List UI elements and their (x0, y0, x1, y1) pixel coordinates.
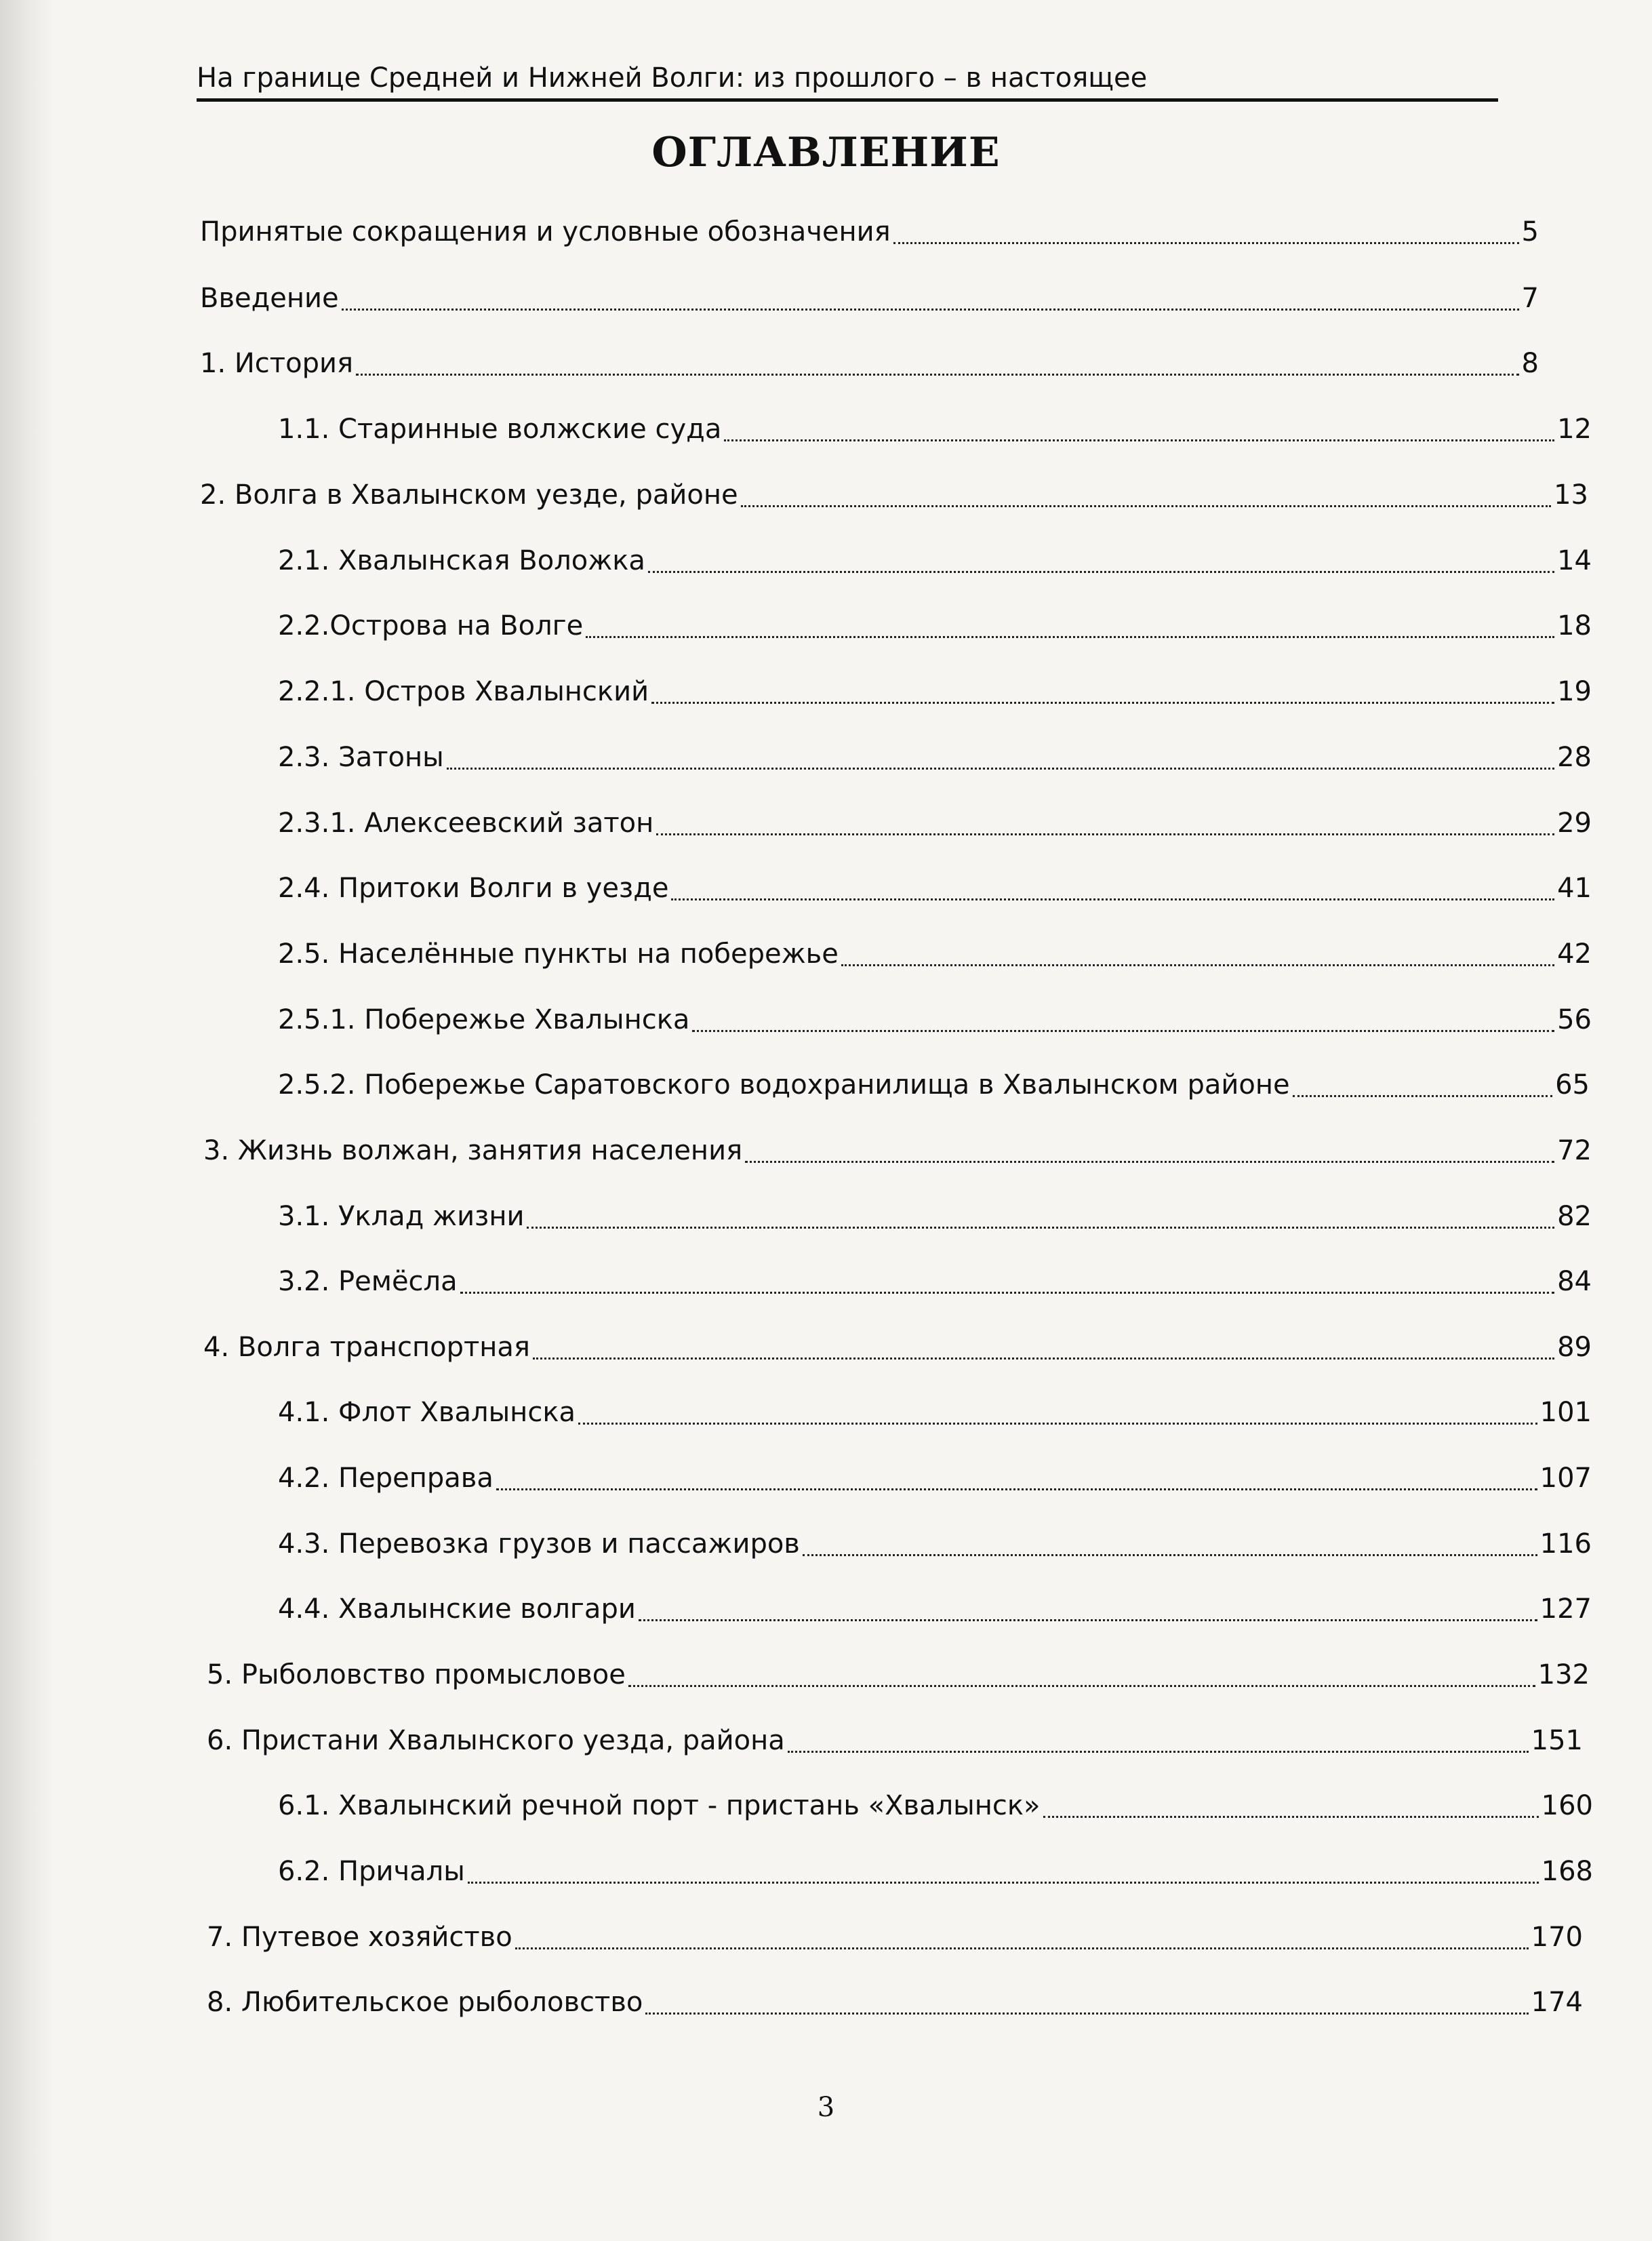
toc-entry-page: 168 (1541, 1856, 1593, 1887)
toc-entry-page: 19 (1557, 676, 1592, 707)
toc-leader-dots (515, 1947, 1529, 1949)
toc-entry-page: 7 (1521, 283, 1539, 314)
toc-entry-page: 12 (1557, 414, 1592, 445)
toc-leader-dots (496, 1488, 1537, 1490)
toc-entry-label: 3.1. Уклад жизни (278, 1201, 525, 1232)
toc-entry[interactable] (278, 1851, 1593, 1892)
toc-leader-dots (692, 1030, 1554, 1032)
toc-entry[interactable] (203, 1130, 1592, 1171)
toc-entry[interactable] (203, 1327, 1592, 1368)
toc-title: ОГЛАВЛЕНИЕ (651, 129, 1001, 176)
toc-entry-page: 151 (1531, 1725, 1583, 1756)
toc-leader-dots (639, 1619, 1537, 1621)
toc-entry-label: Введение (200, 283, 339, 314)
toc-entry-label: 2.1. Хвалынская Воложка (278, 545, 645, 576)
toc-entry[interactable] (200, 212, 1539, 252)
toc-entry[interactable] (207, 1654, 1590, 1695)
toc-leader-dots (651, 702, 1554, 704)
toc-entry-page: 132 (1537, 1659, 1590, 1690)
toc-leader-dots (803, 1554, 1537, 1556)
toc-entry-label: 2.2.1. Остров Хвалынский (278, 676, 649, 707)
toc-leader-dots (724, 439, 1554, 441)
toc-entry[interactable] (207, 1720, 1583, 1761)
toc-entry-page: 28 (1557, 742, 1592, 773)
toc-entry-page: 116 (1539, 1528, 1592, 1560)
toc-entry-label: 6. Пристани Хвалынского уезда, района (207, 1725, 785, 1756)
toc-leader-dots (745, 1161, 1554, 1163)
toc-entry[interactable] (278, 868, 1592, 909)
toc-entry-page: 41 (1557, 873, 1592, 904)
toc-entry-label: 2. Волга в Хвалынском уезде, районе (200, 479, 738, 511)
toc-entry[interactable] (278, 606, 1592, 646)
toc-leader-dots (788, 1751, 1529, 1753)
toc-entry-label: Принятые сокращения и условные обозначения (200, 216, 891, 247)
toc-entry-page: 13 (1554, 479, 1588, 511)
toc-entry[interactable] (200, 278, 1539, 319)
toc-leader-dots (841, 964, 1554, 966)
toc-entry-page: 107 (1539, 1463, 1592, 1494)
toc-entry-label: 1.1. Старинные волжские суда (278, 414, 722, 445)
toc-entry[interactable] (200, 343, 1539, 384)
toc-entry-page: 160 (1541, 1790, 1593, 1821)
toc-leader-dots (645, 2012, 1528, 2015)
toc-leader-dots (1293, 1095, 1553, 1097)
running-header: На границе Средней и Нижней Волги: из прошлого – в настоящее (197, 58, 1498, 102)
toc-entry-page: 5 (1521, 216, 1539, 247)
toc-entry[interactable] (278, 1392, 1592, 1433)
toc-entry[interactable] (278, 409, 1592, 450)
toc-entry-label: 4.3. Перевозка грузов и пассажиров (278, 1528, 800, 1560)
toc-entry-page: 84 (1557, 1266, 1592, 1297)
toc-leader-dots (671, 898, 1554, 900)
toc-entry[interactable] (278, 1196, 1592, 1237)
toc-entry-page: 89 (1557, 1332, 1592, 1363)
toc-leader-dots (648, 571, 1554, 573)
toc-entry[interactable] (278, 999, 1592, 1040)
toc-entry-label: 4.4. Хвалынские волгари (278, 1593, 636, 1625)
toc-entry-label: 3.2. Ремёсла (278, 1266, 458, 1297)
toc-leader-dots (527, 1227, 1554, 1229)
toc-entry[interactable] (207, 1982, 1583, 2023)
toc-entry[interactable] (278, 1261, 1592, 1302)
toc-entry-label: 1. История (200, 348, 354, 379)
toc-entry[interactable] (200, 475, 1588, 515)
toc-leader-dots (342, 309, 1519, 311)
toc-entry[interactable] (278, 671, 1592, 712)
toc-leader-dots (893, 242, 1519, 244)
toc-entry-label: 4.1. Флот Хвалынска (278, 1397, 576, 1428)
toc-entry[interactable] (278, 1785, 1593, 1826)
toc-entry-label: 7. Путевое хозяйство (207, 1922, 512, 1953)
toc-entry-label: 4. Волга транспортная (203, 1332, 530, 1363)
toc-entry-page: 65 (1555, 1069, 1590, 1100)
toc-leader-dots (460, 1292, 1554, 1294)
toc-entry-label: 2.3.1. Алексеевский затон (278, 808, 654, 839)
toc-leader-dots (586, 636, 1554, 638)
toc-leader-dots (447, 768, 1554, 770)
toc-entry-label: 3. Жизнь волжан, занятия населения (203, 1135, 743, 1166)
toc-entry[interactable] (278, 934, 1592, 974)
toc-entry-page: 18 (1557, 610, 1592, 641)
toc-entry-page: 72 (1557, 1135, 1592, 1166)
toc-entry-label: 6.1. Хвалынский речной порт - пристань «Хвалынск» (278, 1790, 1041, 1821)
toc-leader-dots (578, 1423, 1537, 1425)
toc-leader-dots (533, 1357, 1554, 1360)
toc-leader-dots (628, 1685, 1535, 1687)
toc-entry-label: 8. Любительское рыболовство (207, 1987, 643, 2018)
toc-entry[interactable] (278, 803, 1592, 844)
toc-leader-dots (468, 1882, 1539, 1884)
toc-leader-dots (356, 374, 1519, 376)
toc-entry-label: 2.3. Затоны (278, 742, 444, 773)
toc-entry[interactable] (278, 1589, 1592, 1629)
toc-entry-page: 29 (1557, 808, 1592, 839)
toc-entry-label: 2.5.1. Побережье Хвалынска (278, 1004, 690, 1035)
toc-entry[interactable] (278, 737, 1592, 778)
toc-entry[interactable] (278, 1524, 1592, 1564)
toc-leader-dots (656, 833, 1554, 835)
toc-entry-page: 127 (1539, 1593, 1592, 1625)
toc-entry-page: 56 (1557, 1004, 1592, 1035)
toc-entry-page: 101 (1539, 1397, 1592, 1428)
toc-entry-page: 170 (1531, 1922, 1583, 1953)
toc-entry-page: 174 (1531, 1987, 1583, 2018)
toc-entry-label: 2.5. Населённые пункты на побережье (278, 938, 839, 970)
toc-entry-page: 14 (1557, 545, 1592, 576)
toc-entry-label: 6.2. Причалы (278, 1856, 465, 1887)
toc-entry[interactable] (278, 540, 1592, 581)
toc-entry-page: 8 (1521, 348, 1539, 379)
toc-entry-label: 2.2.Острова на Волге (278, 610, 584, 641)
toc-entry-page: 42 (1557, 938, 1592, 970)
toc-entry-label: 5. Рыболовство промысловое (207, 1659, 626, 1690)
toc-leader-dots (741, 505, 1552, 507)
toc-entry-label: 4.2. Переправа (278, 1463, 493, 1494)
toc-entry-label: 2.5.2. Побережье Саратовского водохранилища в Хвалынском районе (278, 1069, 1290, 1100)
toc-leader-dots (1043, 1816, 1539, 1818)
toc-entry-page: 82 (1557, 1201, 1592, 1232)
toc-entry[interactable] (278, 1065, 1590, 1105)
toc-entry-label: 2.4. Притоки Волги в уезде (278, 873, 669, 904)
toc-entry[interactable] (207, 1917, 1583, 1958)
toc-entry[interactable] (278, 1458, 1592, 1499)
page-number: 3 (817, 2092, 835, 2123)
